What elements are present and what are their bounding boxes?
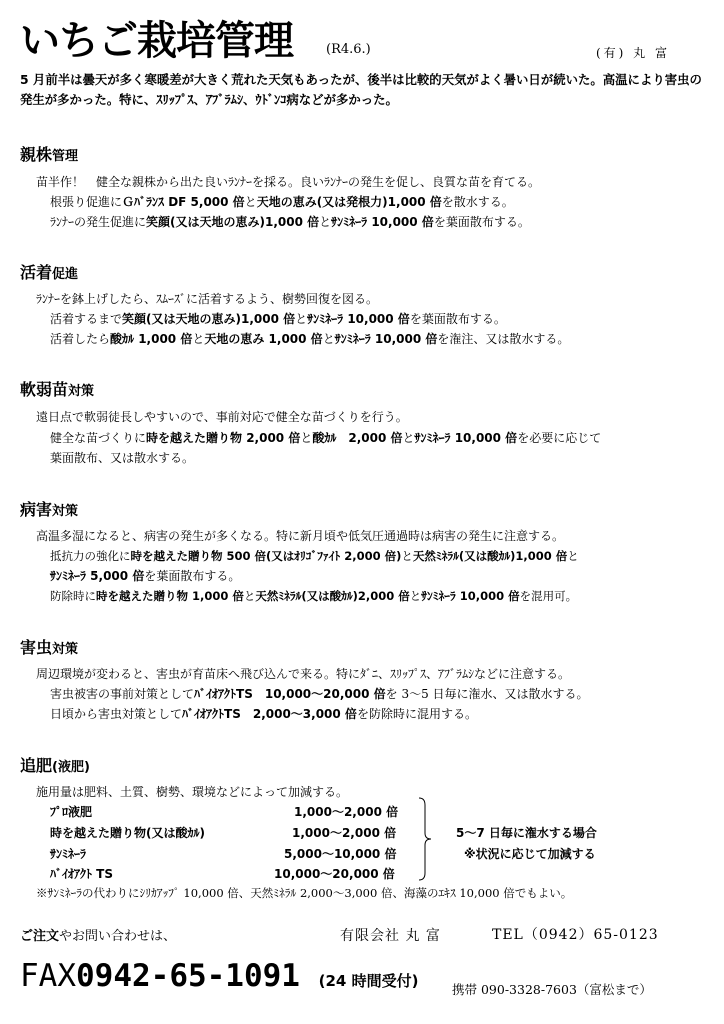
fertilizer-name: ﾊﾞｲｵｱｸﾄ TS	[50, 867, 114, 881]
katchaku-line-1: ﾗﾝﾅｰを鉢上げしたら、ｽﾑｰｽﾞに活着するよう、樹勢回復を図る。	[36, 292, 379, 306]
order-label: ご注文	[20, 929, 60, 944]
product-rate: ｻﾝﾐﾈｰﾗ 10,000 倍	[421, 589, 520, 603]
page-title: いちご栽培管理	[20, 18, 293, 64]
fertilizer-rate: 1,000～2,000 倍	[292, 826, 397, 840]
tsuihi-note-2: ※状況に応じて加減する	[464, 847, 596, 861]
text: を潅注、又は散水する。	[437, 332, 570, 346]
oyakabu-line-2	[50, 192, 514, 212]
product-rate: ｻﾝﾐﾈｰﾗ 10,000 倍	[331, 215, 434, 229]
text: 活着したら	[50, 332, 111, 346]
byogai-line-1: 高温多湿になると、病害の発生が多くなる。特に新月頃や低気圧通過時は病害の発生に注意する。	[36, 529, 565, 543]
section-heading-byogai	[20, 497, 78, 520]
text: を葉面散布する。	[433, 215, 530, 229]
byogai-line-3	[50, 566, 240, 586]
text: 防除時に	[50, 589, 96, 603]
company-name: 有限会社 丸 富	[340, 928, 441, 944]
fertilizer-name: ｻﾝﾐﾈｰﾗ	[50, 847, 87, 861]
heading-sub: 管理	[52, 149, 79, 164]
section-heading-oyakabu	[20, 142, 78, 165]
company-name-top: (有) 丸 富	[596, 46, 670, 60]
fax-line	[20, 958, 418, 994]
text: と	[401, 549, 413, 563]
product-rate: ｻﾝﾐﾈｰﾗ 10,000 倍	[334, 332, 438, 346]
text: と	[322, 332, 335, 346]
nanjaku-line-1: 遠日点で軟弱徒長しやすいので、事前対応で健全な苗づくりを行う。	[36, 410, 408, 424]
text: を 3～5 日毎に潅水、又は散水する。	[385, 687, 589, 701]
text: と	[567, 549, 579, 563]
product-rate: ｻﾝﾐﾈｰﾗ 10,000 倍	[414, 431, 518, 445]
text: と	[402, 431, 415, 445]
text: を防除時に混用する。	[356, 707, 477, 721]
product-rate: 笑顔(又は天地の恵み)1,000 倍	[146, 215, 320, 229]
text: を散水する。	[441, 195, 514, 209]
katchaku-line-3	[50, 329, 569, 349]
text: を必要に応じて	[517, 431, 602, 445]
product-rate: 酸ｶﾙ 2,000 倍	[312, 431, 403, 445]
gaichu-line-3	[50, 704, 477, 724]
text: 根張り促進に	[50, 195, 123, 209]
oyakabu-line-1: 苗半作！ 健全な親株から出た良いﾗﾝﾅｰを採る。良いﾗﾝﾅｰの発生を促し、良質な苗を育てる。	[36, 175, 541, 189]
heading-main: 害虫	[20, 638, 53, 657]
heading-sub: (液肥)	[52, 760, 90, 775]
product-rate: 天然ﾐﾈﾗﾙ(又は酸ｶﾙ)1,000 倍	[412, 549, 568, 563]
text: と	[295, 312, 308, 326]
fax-hours: (24 時間受付)	[318, 972, 419, 990]
intro-paragraph: 5 月前半は曇天が多く寒暖差が大きく荒れた天気もあったが、後半は比較的天気がよく暑い日が続いた。高温により害虫の発生が多かった。特に、ｽﾘｯﾌﾟｽ、ｱﾌﾞﾗﾑｼ、ｳﾄﾞﾝｺ病などが多かった。	[20, 72, 702, 107]
product-rate: ﾊﾞｲｵｱｸﾄTS 10,000～20,000 倍	[194, 687, 386, 701]
fertilizer-rate: 1,000～2,000 倍	[294, 805, 399, 819]
nanjaku-line-2	[50, 428, 601, 448]
heading-main: 活着	[20, 263, 53, 282]
byogai-line-4	[50, 586, 577, 606]
product-rate: 時を越えた贈り物 500 倍(又はｵﾘｺﾞﾌｧｲﾄ 2,000 倍)	[130, 549, 402, 563]
text: やお問い合わせは、	[59, 929, 177, 944]
text: と	[300, 431, 313, 445]
text: を混用可。	[519, 589, 578, 603]
text: 抵抗力の強化に	[50, 549, 131, 563]
product-rate: ｻﾝﾐﾈｰﾗ 10,000 倍	[307, 312, 410, 326]
product-rate: 時を越えた贈り物 2,000 倍	[146, 431, 301, 445]
order-inquiry-text	[20, 925, 176, 944]
katchaku-line-2	[50, 309, 506, 329]
product-rate: 天地の恵み 1,000 倍	[204, 332, 323, 346]
product-rate: 酸ｶﾙ 1,000 倍	[110, 332, 193, 346]
text: 日頃から害虫対策として	[50, 707, 183, 721]
text: 活着するまで	[50, 312, 123, 326]
telephone-number: TEL（0942）65-0123	[492, 927, 659, 943]
text: と	[192, 332, 205, 346]
heading-main: 追肥	[20, 756, 53, 775]
fax-number: 0942-65-1091	[76, 958, 300, 994]
text: と	[243, 589, 256, 603]
text: と	[319, 215, 332, 229]
section-heading-katchaku	[20, 260, 78, 283]
heading-sub: 促進	[52, 267, 79, 282]
heading-sub: 対策	[68, 384, 95, 399]
mobile-number: 携帯 090-3328-7603（富松まで）	[452, 982, 652, 997]
fertilizer-rate: 10,000～20,000 倍	[274, 867, 395, 881]
product-rate: 笑顔(又は天地の恵み)1,000 倍	[122, 312, 296, 326]
product-rate: 天然ﾐﾈﾗﾙ(又は酸ｶﾙ)2,000 倍	[255, 589, 410, 603]
heading-sub: 対策	[52, 504, 79, 519]
product-rate: 時を越えた贈り物 1,000 倍	[96, 589, 244, 603]
oyakabu-line-3	[50, 212, 530, 232]
fertilizer-rate: 5,000～10,000 倍	[284, 847, 397, 861]
heading-sub: 対策	[52, 642, 79, 657]
heading-main: 病害	[20, 500, 53, 519]
heading-main: 親株	[20, 145, 53, 164]
text: と	[244, 195, 257, 209]
text: ﾗﾝﾅｰの発生促進に	[50, 215, 147, 229]
gaichu-line-2	[50, 684, 589, 704]
tsuihi-note-1: 5～7 日毎に潅水する場合	[456, 826, 597, 840]
product-rate: 天地の恵み(又は発根力)1,000 倍	[256, 195, 442, 209]
fertilizer-name: ﾌﾟﾛ液肥	[50, 805, 93, 819]
text: と	[409, 589, 422, 603]
text: 害虫被害の事前対策として	[50, 687, 195, 701]
brace-icon	[418, 797, 434, 881]
section-heading-tsuihi	[20, 753, 90, 776]
gaichu-line-1: 周辺環境が変わると、害虫が育苗床へ飛び込んで来る。特にﾀﾞﾆ、ｽﾘｯﾌﾟｽ、ｱﾌﾞﾗﾑｼなどに注意する。	[36, 667, 571, 681]
fax-label: FAX	[20, 958, 76, 994]
tsuihi-line-1: 施用量は肥料、土質、樹勢、環境などによって加減する。	[36, 785, 349, 799]
text: 健全な苗づくりに	[50, 431, 147, 445]
product-rate: ﾊﾞｲｵｱｸﾄTS 2,000～3,000 倍	[182, 707, 357, 721]
section-heading-nanjaku	[20, 377, 94, 400]
text: を葉面散布する。	[409, 312, 506, 326]
heading-main: 軟弱苗	[20, 380, 69, 399]
product-rate: Ｇﾊﾞﾗﾝｽ DF 5,000 倍	[122, 195, 245, 209]
issue-date: (R4.6.)	[326, 42, 371, 57]
tsuihi-footnote: ※ｻﾝﾐﾈｰﾗの代わりにｼﾘｶｱｯﾌﾟ 10,000 倍、天然ﾐﾈﾗﾙ 2,000～3,000 倍、海藻のｴｷｽ 10,000 倍でもよい。	[36, 886, 573, 900]
text: を葉面散布する。	[144, 569, 241, 583]
byogai-line-2	[50, 546, 579, 566]
section-heading-gaichu	[20, 635, 78, 658]
nanjaku-line-3: 葉面散布、又は散水する。	[50, 451, 195, 465]
product-rate: ｻﾝﾐﾈｰﾗ 5,000 倍	[50, 569, 145, 583]
fertilizer-name: 時を越えた贈り物(又は酸ｶﾙ)	[50, 826, 205, 840]
